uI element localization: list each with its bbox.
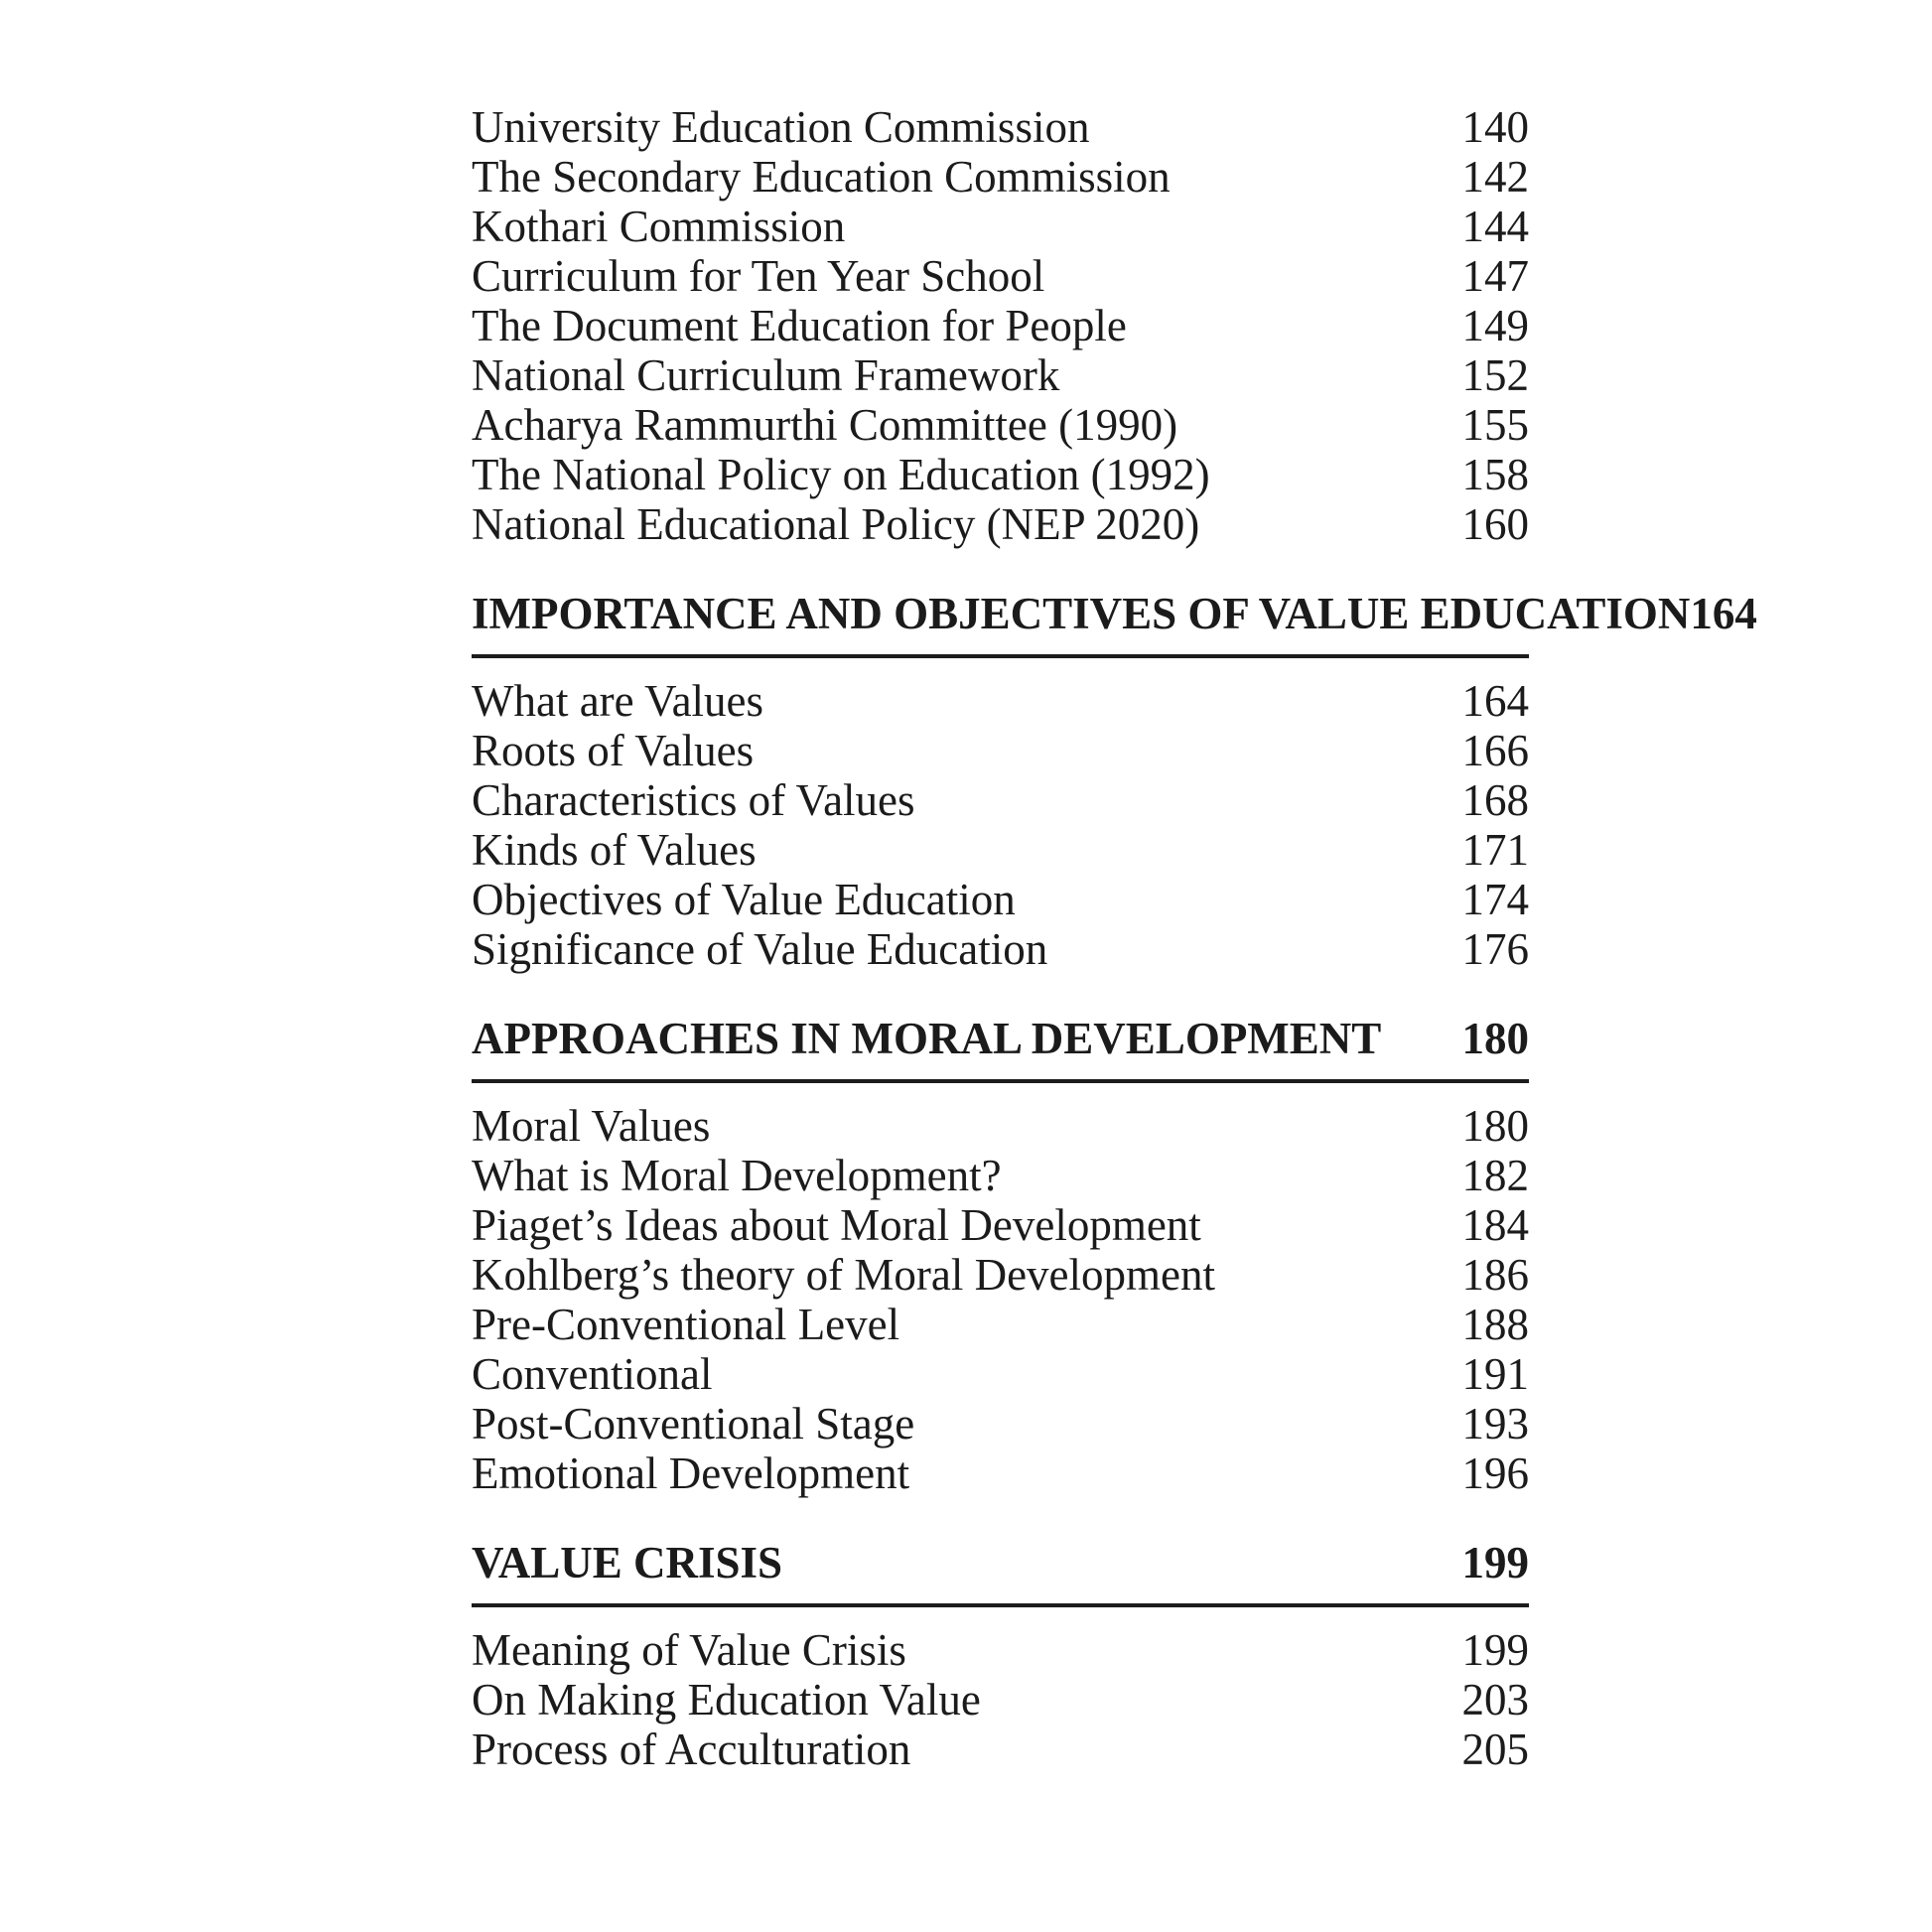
toc-entry [472,1200,1529,1250]
toc-entry-title: Conventional [472,1349,713,1399]
toc-entry [472,825,1529,875]
toc-entry-page: 149 [1461,301,1529,350]
toc-entry-title: Kohlberg’s theory of Moral Development [472,1250,1216,1300]
section-divider-rule [472,1603,1529,1607]
toc-entry [472,1625,1529,1675]
toc-entry [472,1151,1529,1200]
toc-entry [472,875,1529,924]
toc-entry-title: Piaget’s Ideas about Moral Development [472,1200,1201,1250]
toc-entry-title: The Document Education for People [472,301,1127,350]
toc-entry-page: 168 [1461,775,1529,825]
section-heading-title: IMPORTANCE AND OBJECTIVES OF VALUE EDUCATION [472,589,1691,638]
section-heading [472,1014,1529,1063]
toc-entry [472,1300,1529,1349]
toc-entry-title: Significance of Value Education [472,924,1048,974]
toc-entry [472,450,1529,499]
section-heading-page: 164 [1690,589,1757,638]
toc-entry-page: 205 [1461,1725,1529,1774]
section-divider-rule [472,1079,1529,1083]
toc-entry-page: 186 [1461,1250,1529,1300]
toc-entry-page: 174 [1461,875,1529,924]
toc-entry-page: 184 [1461,1200,1529,1250]
toc-entry-title: Emotional Development [472,1449,910,1498]
toc-entry [472,499,1529,549]
toc-entry [472,1349,1529,1399]
toc-entry [472,1101,1529,1151]
toc-entry [472,1449,1529,1498]
toc-section [472,1538,1529,1774]
section-heading [472,589,1757,638]
toc-entry-page: 196 [1461,1449,1529,1498]
toc-entry-title: Meaning of Value Crisis [472,1625,906,1675]
toc-entry-page: 160 [1461,499,1529,549]
toc-entry-title: Characteristics of Values [472,775,915,825]
toc-entry [472,1399,1529,1449]
section-heading-page: 180 [1461,1014,1529,1063]
toc-entry-title: On Making Education Value [472,1675,981,1725]
toc-entry-page: 158 [1461,450,1529,499]
section-heading-page: 199 [1461,1538,1529,1587]
toc-entry-title: What are Values [472,676,764,726]
toc-entry [472,301,1529,350]
toc-entry-title: The Secondary Education Commission [472,152,1171,202]
toc-entry-page: 203 [1461,1675,1529,1725]
toc-entry [472,726,1529,775]
toc-entry-title: Post-Conventional Stage [472,1399,915,1449]
toc-entry-page: 164 [1461,676,1529,726]
toc-entry-page: 147 [1461,251,1529,301]
content-column [472,0,1757,1774]
toc-entry-page: 152 [1461,350,1529,400]
toc-entry-title: Pre-Conventional Level [472,1300,900,1349]
toc-entry-page: 155 [1461,400,1529,450]
section-divider-rule [472,654,1529,658]
toc-entry [472,775,1529,825]
toc-entry [472,102,1529,152]
toc-entry [472,400,1529,450]
toc-entry [472,1250,1529,1300]
toc-entry-title: Objectives of Value Education [472,875,1016,924]
toc-entry-title: National Educational Policy (NEP 2020) [472,499,1200,549]
toc-entry-page: 193 [1461,1399,1529,1449]
toc-entry-page: 191 [1461,1349,1529,1399]
toc-entry-title: National Curriculum Framework [472,350,1060,400]
toc-entry-page: 176 [1461,924,1529,974]
toc-entry-page: 171 [1461,825,1529,875]
toc-entry-title: Acharya Rammurthi Committee (1990) [472,400,1178,450]
toc-entry-page: 142 [1461,152,1529,202]
toc-entry-page: 140 [1461,102,1529,152]
toc-entry-title: Moral Values [472,1101,711,1151]
toc-entry-page: 144 [1461,202,1529,251]
toc-entry-title: University Education Commission [472,102,1090,152]
toc-entry-title: Kothari Commission [472,202,846,251]
toc-section [472,102,1529,549]
toc-entry-title: What is Moral Development? [472,1151,1002,1200]
section-heading-title: VALUE CRISIS [472,1538,783,1587]
toc-entry-title: The National Policy on Education (1992) [472,450,1210,499]
toc-entry [472,251,1529,301]
toc-entry-page: 188 [1461,1300,1529,1349]
toc-entry-page: 182 [1461,1151,1529,1200]
toc-entry-title: Roots of Values [472,726,755,775]
section-heading-title: APPROACHES IN MORAL DEVELOPMENT [472,1014,1382,1063]
toc-entry [472,152,1529,202]
toc-entry [472,676,1529,726]
toc-entry [472,924,1529,974]
toc-entry [472,350,1529,400]
toc-section [472,1014,1529,1498]
toc-entry-title: Curriculum for Ten Year School [472,251,1045,301]
toc-entry-title: Kinds of Values [472,825,757,875]
toc-entry [472,202,1529,251]
toc-entry-page: 166 [1461,726,1529,775]
toc-entry-title: Process of Acculturation [472,1725,911,1774]
toc-entry-page: 180 [1461,1101,1529,1151]
toc-section [472,589,1757,974]
toc-entry-page: 199 [1461,1625,1529,1675]
toc-entry [472,1725,1529,1774]
section-heading [472,1538,1529,1587]
toc-entry [472,1675,1529,1725]
